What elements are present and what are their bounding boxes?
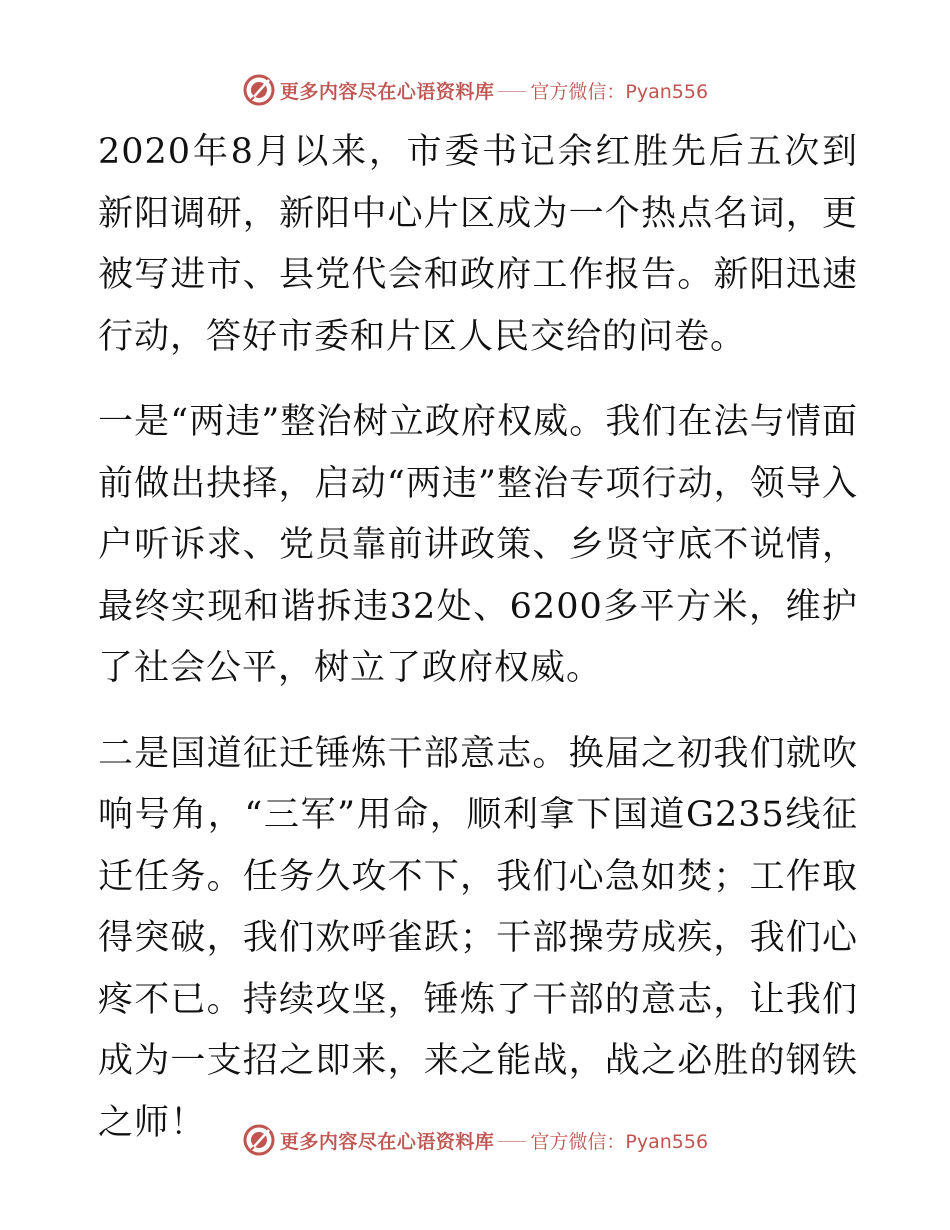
banner-title: 更多内容尽在心语资料库: [279, 80, 495, 103]
footer-banner: [0, 1120, 950, 1160]
footer-banner-title: 更多内容尽在心语资料库: [279, 1130, 495, 1153]
header-banner: [0, 70, 950, 110]
banner-separator: [498, 91, 526, 92]
quill-logo-icon: [242, 1123, 276, 1157]
paragraph-point-one: 一是“两违”整治树立政府权威。我们在法与情面前做出抉择，启动“两违”整治专项行动，领导入户听诉求、党员靠前讲政策、乡贤守底不说情，最终实现和谐拆违32处、6200多平方米，维护了社会公平，树立了政府权威。: [98, 402, 858, 688]
document-body: [98, 122, 858, 1178]
banner-wechat: 官方微信：Pyan556: [530, 80, 709, 103]
quill-logo-icon: [242, 73, 276, 107]
footer-banner-wechat: 官方微信：Pyan556: [530, 1130, 709, 1153]
paragraph-point-two: 二是国道征迁锤炼干部意志。换届之初我们就吹响号角，“三军”用命，顺利拿下国道G235线征迁任务。任务久攻不下，我们心急如焚；工作取得突破，我们欢呼雀跃；干部操劳成疾，我们心疼不已。持续攻坚，锤炼了干部的意志，让我们成为一支招之即来，来之能战，战之必胜的钢铁之师！: [98, 733, 858, 1143]
paragraph-intro: 2020年8月以来，市委书记余红胜先后五次到新阳调研，新阳中心片区成为一个热点名词，更被写进市、县党代会和政府工作报告。新阳迅速行动，答好市委和片区人民交给的问卷。: [98, 132, 858, 357]
footer-banner-separator: [498, 1141, 526, 1142]
